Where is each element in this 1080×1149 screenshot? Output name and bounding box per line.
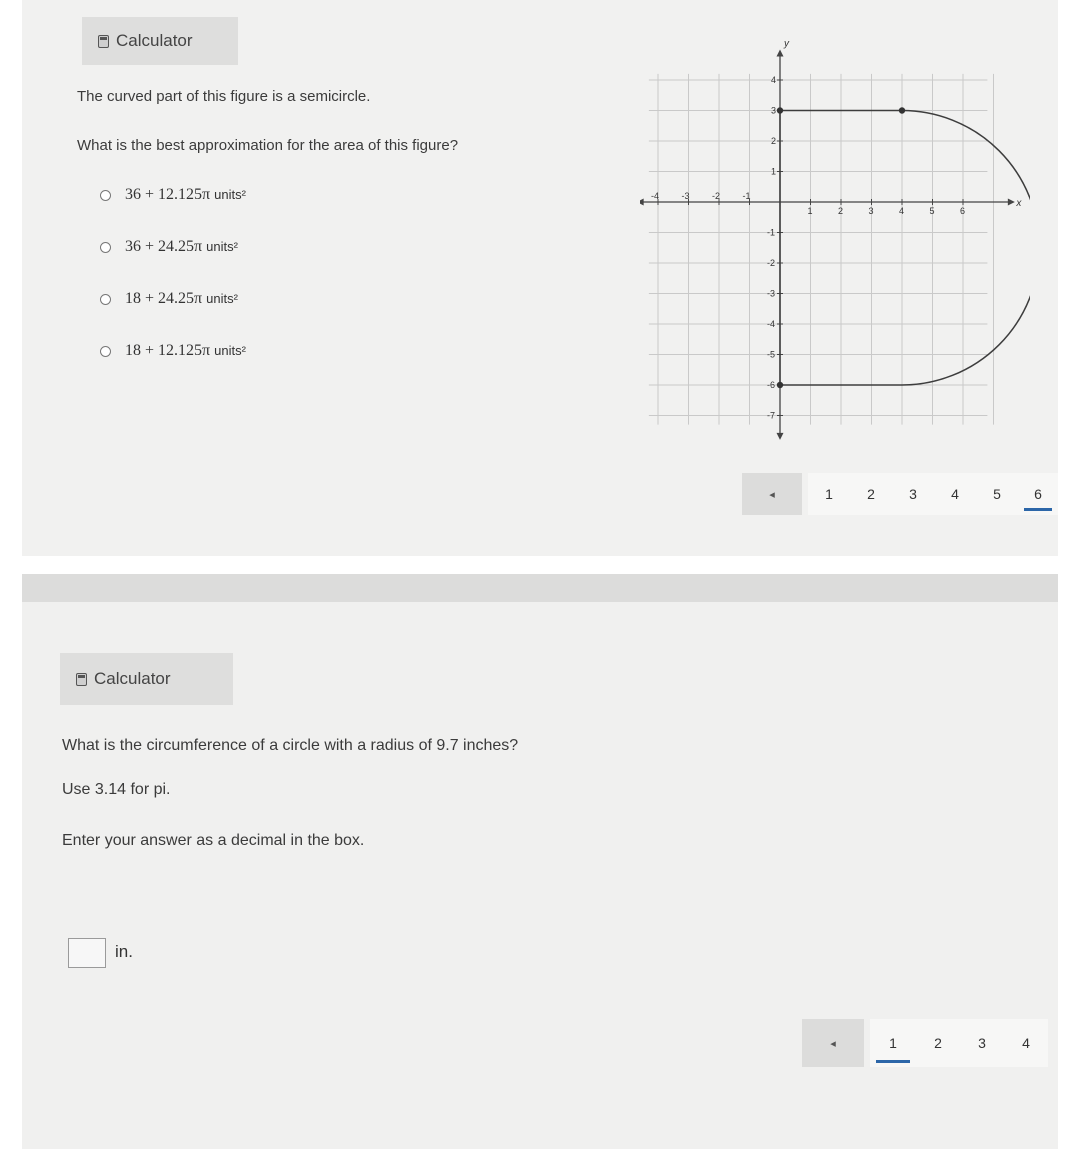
chevron-left-icon: ◂ [830, 1037, 836, 1050]
page-6-button[interactable]: 6 [1018, 473, 1058, 515]
question-text: What is the circumference of a circle with a radius of 9.7 inches? [62, 737, 519, 754]
page-5-button[interactable]: 5 [976, 473, 1018, 515]
x-tick-label: 6 [960, 206, 966, 216]
question-text: The curved part of this figure is a semicircle. [77, 88, 371, 105]
radio-button[interactable] [100, 190, 111, 201]
graph-axes [640, 50, 1015, 440]
figure-point [777, 107, 783, 113]
choice-expression: 36 + 12.125π [125, 186, 211, 203]
page-4-button[interactable]: 4 [1004, 1019, 1048, 1067]
choice-unit: units² [206, 291, 238, 306]
y-tick-label: -6 [767, 380, 776, 390]
x-axis-label: x [1016, 198, 1022, 209]
calculator-icon [76, 673, 87, 686]
answer-choice-2[interactable] [100, 238, 238, 256]
y-axis-arrow [777, 433, 784, 440]
x-tick-label: 2 [838, 206, 844, 216]
answer-input[interactable] [68, 938, 106, 968]
choice-unit: units² [214, 187, 246, 202]
x-tick-label: -1 [742, 191, 751, 201]
x-tick-label: 1 [807, 206, 813, 216]
radio-button[interactable] [100, 242, 111, 253]
chevron-left-icon: ◂ [769, 488, 775, 501]
answer-choice-3[interactable] [100, 290, 238, 308]
calculator-button[interactable] [60, 653, 233, 705]
page-3-button[interactable]: 3 [960, 1019, 1004, 1067]
y-tick-label: -7 [767, 410, 776, 421]
figure-outline [780, 111, 1030, 386]
pagination [742, 473, 1058, 515]
question-text: Enter your answer as a decimal in the box. [62, 832, 365, 849]
answer-unit-label: in. [115, 942, 133, 961]
page-1-button[interactable]: 1 [870, 1019, 916, 1067]
calculator-button[interactable] [82, 17, 238, 65]
x-axis-arrow [1008, 199, 1015, 206]
pagination [802, 1019, 1048, 1067]
figure-point [777, 382, 783, 388]
choice-unit: units² [206, 239, 238, 254]
answer-choice-4[interactable] [100, 342, 246, 360]
page-2-button[interactable]: 2 [850, 473, 892, 515]
x-tick-label: -2 [712, 191, 721, 201]
x-tick-label: 4 [899, 206, 905, 216]
radio-button[interactable] [100, 346, 111, 357]
question-text: Use 3.14 for pi. [62, 781, 171, 798]
page-2-button[interactable]: 2 [916, 1019, 960, 1067]
y-tick-label: -5 [767, 349, 776, 360]
x-tick-label: -4 [651, 191, 660, 201]
page-3-button[interactable]: 3 [892, 473, 934, 515]
choice-expression: 18 + 12.125π [125, 342, 211, 359]
y-axis-arrow [777, 50, 784, 57]
choice-unit: units² [214, 343, 246, 358]
choice-expression: 36 + 24.25π [125, 238, 203, 255]
calculator-label: Calculator [94, 669, 171, 688]
coordinate-graph [640, 30, 1030, 450]
previous-page-button[interactable] [742, 473, 802, 515]
y-tick-label: -3 [767, 288, 776, 299]
x-tick-label: 5 [929, 206, 935, 216]
y-tick-label: -4 [767, 319, 776, 329]
radio-button[interactable] [100, 294, 111, 305]
figure-point [899, 107, 905, 113]
answer-choice-1[interactable] [100, 186, 246, 204]
choice-expression: 18 + 24.25π [125, 290, 203, 307]
x-tick-label: 3 [868, 206, 874, 216]
y-tick-label: -2 [767, 258, 776, 268]
page-4-button[interactable]: 4 [934, 473, 976, 515]
previous-page-button[interactable] [802, 1019, 864, 1067]
x-axis-arrow [640, 199, 644, 206]
y-tick-label: -1 [767, 227, 776, 238]
y-tick-label: 2 [771, 136, 777, 146]
question-text: What is the best approximation for the area of this figure? [77, 137, 459, 154]
calculator-icon [98, 35, 109, 48]
y-tick-label: 3 [771, 105, 777, 116]
y-tick-label: 4 [771, 75, 777, 85]
semicircle-figure [777, 107, 1030, 388]
page-1-button[interactable]: 1 [808, 473, 850, 515]
graph-grid [649, 74, 994, 425]
y-axis-label: y [784, 38, 789, 50]
calculator-label: Calculator [116, 31, 193, 50]
x-tick-labels [651, 191, 965, 216]
x-tick-label: -3 [681, 191, 690, 201]
y-tick-label: 1 [771, 166, 777, 177]
